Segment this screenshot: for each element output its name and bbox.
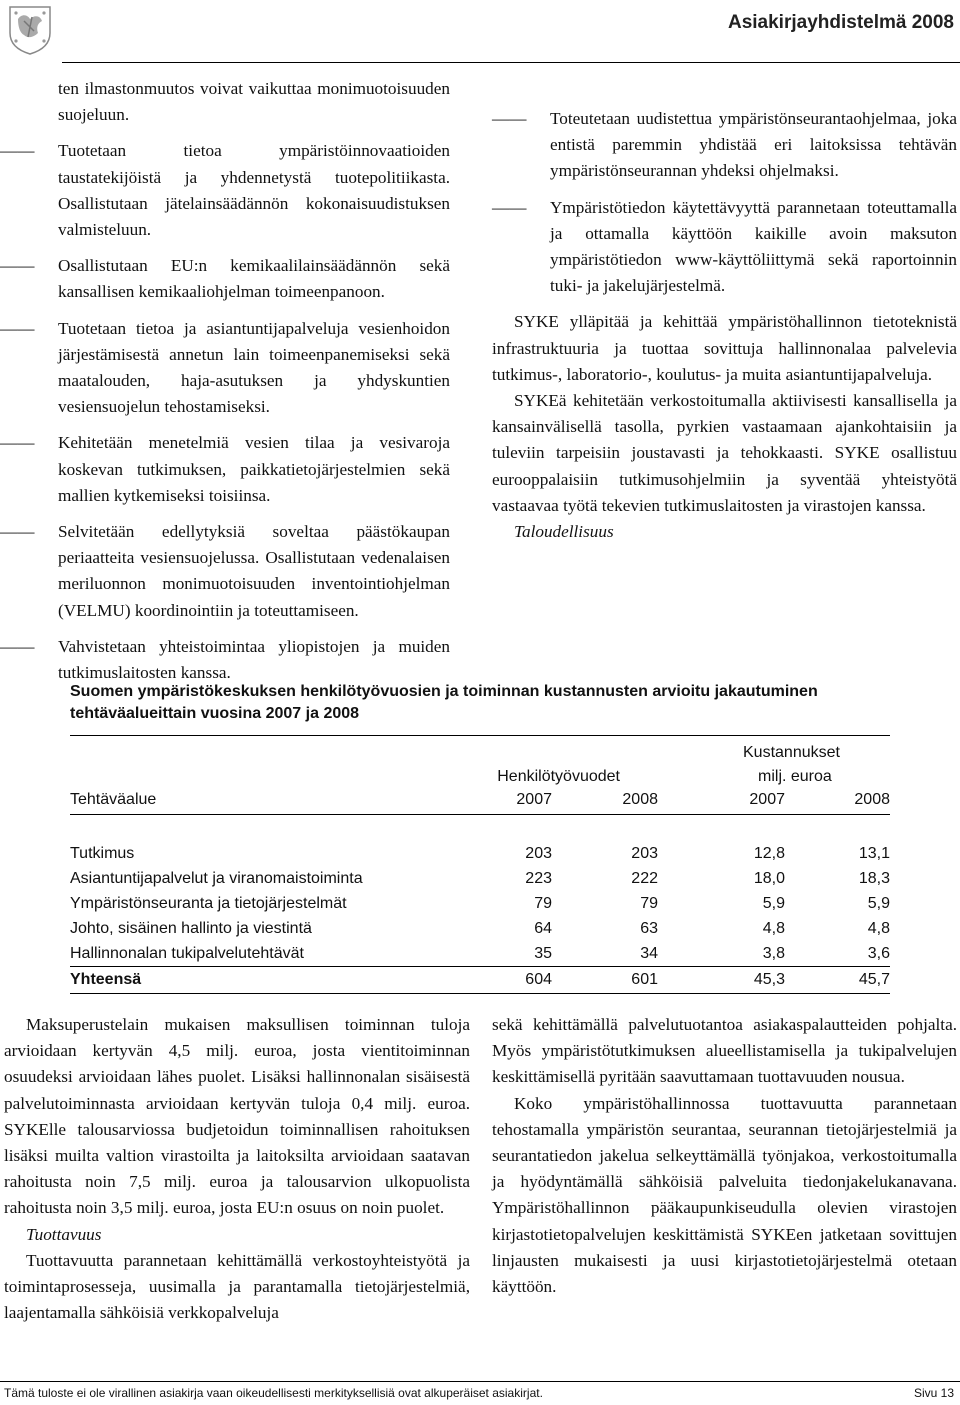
row-label: Johto, sisäinen hallinto ja viestintä xyxy=(70,919,312,937)
list-item xyxy=(0,253,450,305)
dash-bullet: —— xyxy=(0,522,35,542)
dash-bullet: —— xyxy=(0,256,35,276)
list-item xyxy=(0,634,450,686)
section-subheading: Taloudellisuus xyxy=(514,522,614,542)
list-item xyxy=(0,519,450,624)
table-total-row xyxy=(70,967,890,994)
table-cell: 223 xyxy=(525,869,552,887)
list-item xyxy=(492,195,957,300)
table-row xyxy=(70,866,890,891)
staffing-cost-table xyxy=(70,681,890,994)
paragraph: SYKEä kehitetään verkostoitumalla aktiivisesti kansallisella ja kansainvälisellä tasolla, pyrkien vastaamaan ajankohtaisiin ja tuleviin tarpeisiin joustavasti ja tehokkaasti. SYKE osallistuu eurooppalaisiin tutkimusohjelmiin ja syventää yhteistyötä vastaavaa työtä tekevien tutkimuslaitosten ja virastojen kanssa. xyxy=(492,391,957,515)
table-cell: 12,8 xyxy=(753,844,785,862)
row-label: Tutkimus xyxy=(70,844,135,862)
table-cell: 203 xyxy=(525,844,552,862)
paragraph: Tuottavuutta parannetaan kehittämällä verkostoyhteistyötä ja toimintaprosesseja, uusimalla ja parantamalla tietojärjestelmiä, laajentamalla sähköisiä verkkopalveluja xyxy=(4,1250,470,1323)
list-item-text: Osallistutaan EU:n kemikaalilainsäädännön sekä kansallisen kemikaaliohjelman toimeenpanoon. xyxy=(58,256,450,302)
bottom-right-column xyxy=(492,1012,957,1300)
table-cell: 18,0 xyxy=(753,869,785,887)
table-cell: 5,9 xyxy=(867,894,890,912)
table-row xyxy=(70,841,890,866)
paragraph: Koko ympäristöhallinnossa tuottavuutta parannetaan tehostamalla ympäristön seurantaa, seurannan tietojärjestelmiä ja seurantatiedon jakelua selkeyttämällä työnjakoa, verkostoitumalla ja hyödyntämällä sähköisiä palveluita tiedonjakelukanavana. Ympäristöhallinnon pääkaupunkiseudulla olevien virastojen kirjastotietopalvelujen keskittämistä SYKEen jatketaan sovittujen linjausten mukaisesti ja uusi kirjastotietojärjestelmä otetaan käyttöön. xyxy=(492,1093,957,1297)
table-cell: 63 xyxy=(640,919,658,937)
column-header-year: 2007 xyxy=(400,786,552,815)
list-item xyxy=(0,316,450,421)
list-item-text: Kehitetään menetelmiä vesien tilaa ja vesivaroja koskevan tutkimuksen, paikkatietojärjestelmien sekä mallien kytkemiseksi toisiinsa. xyxy=(58,433,450,505)
section-subheading: Tuottavuus xyxy=(26,1224,102,1244)
page-header xyxy=(0,0,960,62)
page-footer xyxy=(4,1386,954,1400)
paragraph: Maksuperustelain mukaisen maksullisen toiminnan tuloja arvioidaan kertyvän 4,5 milj. euroa, josta vientitoiminnan osuudeksi arvioidaan lähes puolet. Lisäksi hallinnonalan sisäisestä palvelutoiminnasta arvioidaan kertyvän tuloja 0,4 milj. euroa. SYKElle talousarviossa budjetoidun toiminnallisen rahoituksen lisäksi muilta valtion virastoilta ja laitoksilta arvioidaan saatavan rahoitusta noin 7,5 milj. euroa ja talousarvion ulkopuolista rahoitusta noin 3,5 milj. euroa, josta EU:n osuus on noin puolet. xyxy=(4,1015,470,1218)
dash-bullet: —— xyxy=(492,197,527,217)
paragraph: sekä kehittämällä palvelutuotantoa asiakaspalautteiden pohjalta. Myös ympäristötutkimuksen alueellistamisella ja tukipalvelujen keskittämisellä pyritään saavuttamaan tuottavuuden nousua. xyxy=(492,1015,957,1087)
table-cell: 35 xyxy=(534,944,552,962)
column-group-costs: Kustannukset xyxy=(658,736,890,763)
table-cell: 79 xyxy=(640,894,658,912)
table-cell: 45,3 xyxy=(658,967,785,994)
footer-disclaimer: Tämä tuloste ei ole virallinen asiakirja vaan oikeudellisesti merkityksellisiä ovat alkuperäiset asiakirjat. xyxy=(4,1386,543,1400)
right-column xyxy=(492,106,957,545)
data-table xyxy=(70,735,890,994)
table-cell: 13,1 xyxy=(858,844,890,862)
bottom-left-column xyxy=(4,1012,470,1326)
list-item xyxy=(0,430,450,509)
dash-bullet: —— xyxy=(0,433,35,453)
column-group-person-years: Henkilötyövuodet xyxy=(497,768,620,785)
row-label: Ympäristönseuranta ja tietojärjestelmät xyxy=(70,894,347,912)
table-cell: 4,8 xyxy=(762,919,785,937)
list-item-text: Vahvistetaan yhteistoimintaa yliopistojen ja muiden tutkimuslaitosten kanssa. xyxy=(58,636,450,683)
table-row xyxy=(70,941,890,967)
table-cell: 4,8 xyxy=(867,919,890,937)
list-item xyxy=(0,76,450,128)
total-label: Yhteensä xyxy=(70,967,400,994)
dash-bullet: —— xyxy=(492,109,527,128)
dash-bullet: —— xyxy=(0,318,35,338)
table-cell: 203 xyxy=(631,844,658,862)
left-column xyxy=(0,76,450,696)
list-item xyxy=(0,138,450,243)
column-group-costs-unit: milj. euroa xyxy=(758,768,832,785)
list-item-text: Tuotetaan tietoa ja asiantuntijapalveluja vesienhoidon järjestämisestä annetun lain toimeenpanemiseksi sekä maatalouden, haja-asutuksen ja yhdyskuntien vesiensuojelun tehostamiseksi. xyxy=(58,318,450,417)
list-item-text: Tuotetaan tietoa ympäristöinnovaatioiden taustatekijöistä ja yhdennetystä tuotepolitiikasta. Osallistutaan jätelainsäädännön kokonaisuudistuksen valmisteluun. xyxy=(58,141,450,240)
table-row xyxy=(70,916,890,941)
coat-of-arms-icon xyxy=(4,3,56,55)
page-number: Sivu 13 xyxy=(913,1386,954,1400)
row-label: Hallinnonalan tukipalvelutehtävät xyxy=(70,944,304,962)
column-header-year: 2008 xyxy=(785,786,890,815)
table-header-row xyxy=(70,786,890,815)
dash-bullet: —— xyxy=(0,141,35,161)
table-cell: 5,9 xyxy=(762,894,785,912)
dash-bullet: —— xyxy=(0,636,35,656)
table-cell: 222 xyxy=(631,869,658,887)
table-title: Suomen ympäristökeskuksen henkilötyövuosien ja toiminnan kustannusten arvioitu jakautuminen tehtäväalueittain vuosina 2007 ja 2008 xyxy=(70,683,818,722)
header-divider xyxy=(62,62,960,63)
footer-divider xyxy=(0,1381,960,1382)
table-cell: 64 xyxy=(534,919,552,937)
paragraph: SYKE ylläpitää ja kehittää ympäristöhallinnon tietoteknistä infrastruktuuria ja tuottaa sovittuja hallinnonalaa palvelevia tutkimus-, laboratorio-, koulutus- ja muita asiantuntijapalveluja. xyxy=(492,312,957,384)
table-header-row xyxy=(70,736,890,763)
column-header-year: 2008 xyxy=(552,786,658,815)
table-cell: 45,7 xyxy=(785,967,890,994)
table-header-row xyxy=(70,762,890,786)
list-item-text: Toteutetaan uudistettua ympäristönseurantaohjelmaa, joka entistä paremmin yhdistää eri laitoksissa tehtävän ympäristönseurannan yhdeksi ohjelmaksi. xyxy=(550,109,957,181)
list-item-text: ten ilmastonmuutos voivat vaikuttaa monimuotoisuuden suojeluun. xyxy=(58,79,450,125)
list-item-text: Ympäristötiedon käytettävyyttä parannetaan toteuttamalla ja ottamalla käyttöön kaikille avoin maksuton ympäristötiedon www-käyttöliittymä sekä raportoinnin tuki- ja jakelujärjestelmä. xyxy=(550,197,957,296)
table-cell: 3,6 xyxy=(867,944,890,962)
list-item xyxy=(492,106,957,185)
list-item-text: Selvitetään edellytyksiä soveltaa päästökaupan periaatteita vesiensuojelussa. Osallistutaan vedenalaisen meriluonnon monimuotoisuuden inventointiohjelman (VELMU) koordinointiin ja toteuttamiseen. xyxy=(58,522,450,620)
column-header-area: Tehtäväalue xyxy=(70,786,400,815)
table-cell: 18,3 xyxy=(858,869,890,887)
table-cell: 34 xyxy=(640,944,658,962)
table-cell: 3,8 xyxy=(762,944,785,962)
row-label: Asiantuntijapalvelut ja viranomaistoiminta xyxy=(70,869,363,887)
column-header-year: 2007 xyxy=(658,786,785,815)
table-row xyxy=(70,891,890,916)
table-cell: 604 xyxy=(400,967,552,994)
document-title: Asiakirjayhdistelmä 2008 xyxy=(727,12,954,33)
table-cell: 79 xyxy=(534,894,552,912)
table-cell: 601 xyxy=(552,967,658,994)
